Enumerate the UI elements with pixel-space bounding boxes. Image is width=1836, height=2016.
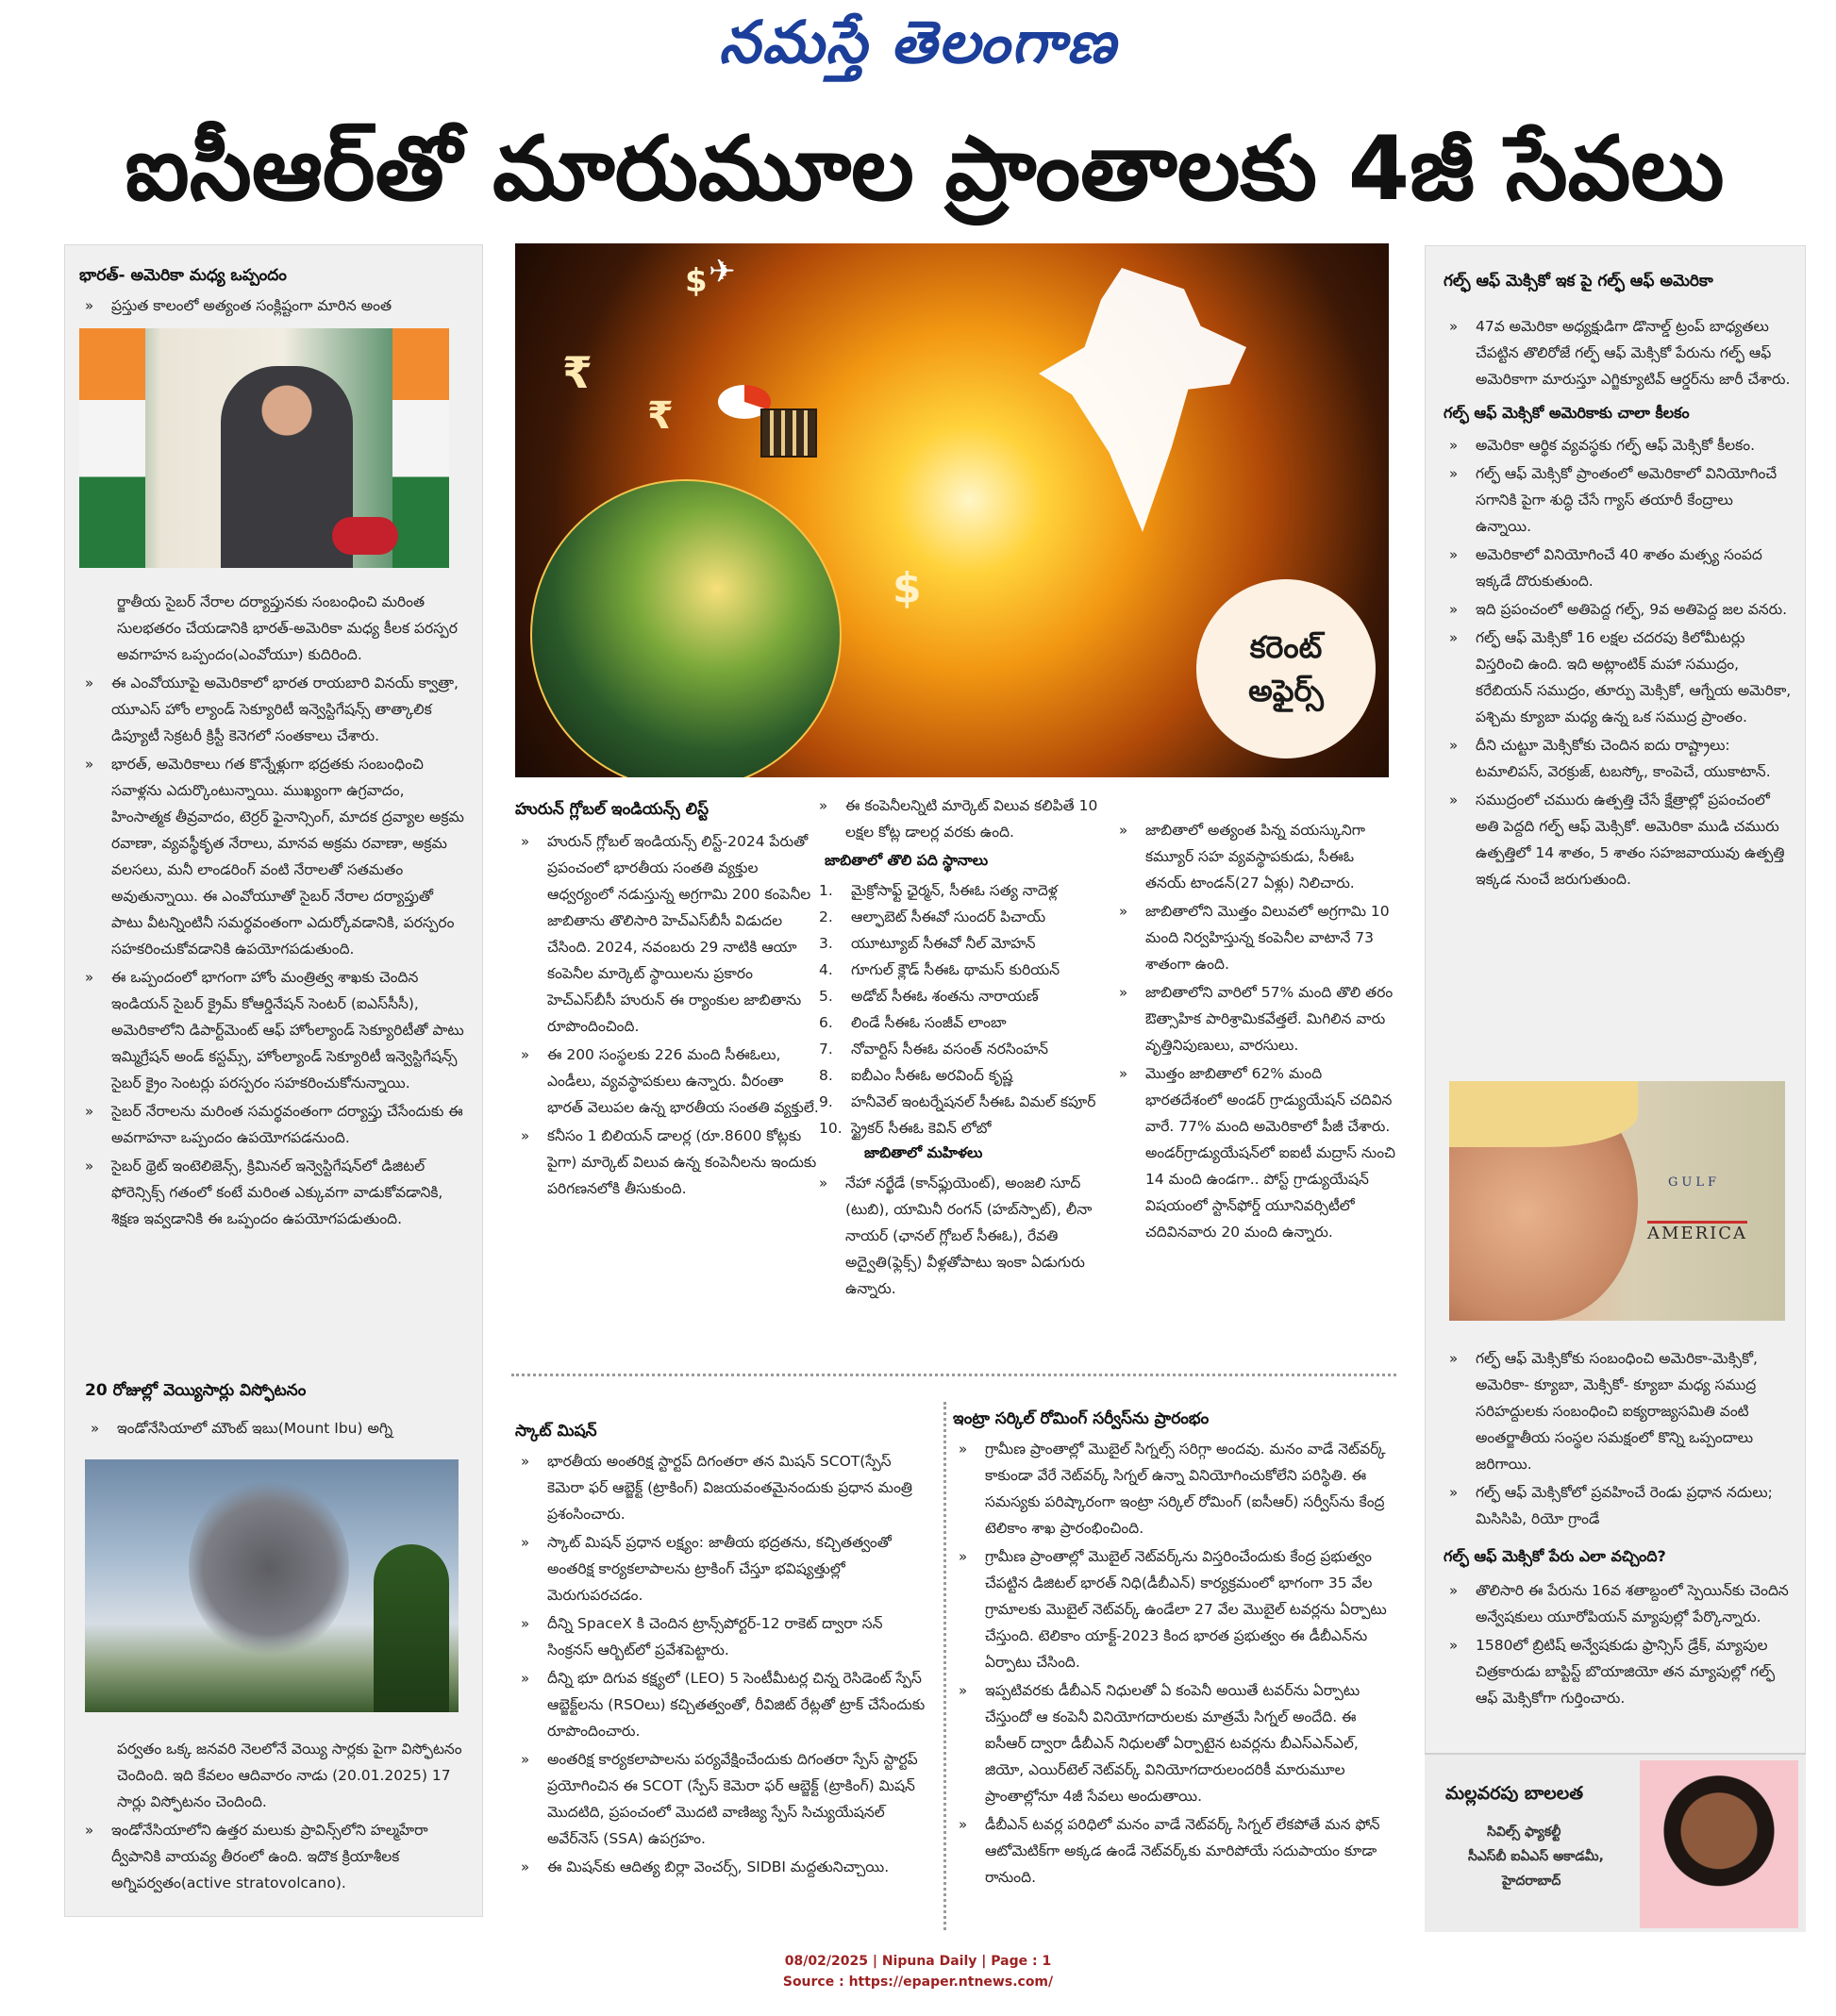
bullet-item: » నేహా నర్ఖేడే (కాన్‌ఫ్లుయెంట్), అంజలి సూద్ (టుబి), యామినీ రంగన్ (హబ్‌స్పాట్), లీనా నాయర్ (ఛానల్ గ్లోబల్ సీఈఓ), రేవతి అద్వైతి(ఫ్లెక్స్) వీళ్లతోపాటు ఇంకా ఏడుగురు ఉన్నారు. [813, 1170, 1102, 1302]
photo-flag-left [79, 328, 145, 568]
top10-item: 9. హనీవెల్ ఇంటర్నేషనల్ సీఈఓ విమల్ కపూర్ [819, 1093, 1096, 1110]
bullet-item: » గల్ఫ్ ఆఫ్ మెక్సికోకు సంబంధించి అమెరికా-మెక్సికో, అమెరికా- క్యూబా, మెక్సికో- క్యూబా మధ్య సముద్ర సరిహద్దులకు సంబంధించి ఐక్యరాజ్యసమితి వంటి అంతర్జాతీయ సంస్థల సమక్షంలో కొన్ని ఒప్పందాలు జరిగాయి. [1444, 1345, 1793, 1477]
women-title: జాబితాలో మహిళలు [864, 1144, 983, 1161]
bullet-icon: » [1449, 318, 1459, 335]
bullet-icon: » [1119, 1065, 1128, 1082]
bullet-item: » జాబితాలో అత్యంత పిన్న వయస్కునిగా కమ్యూర్ సహ వ్యవస్థాపకుడు, సీఈఓ తనయ్ టాండన్(27 ఏళ్లు) నిలిచారు. [1113, 817, 1396, 896]
hurun-column-2 [813, 791, 1102, 1302]
rupee-icon: ₹ [647, 394, 674, 438]
bullet-item: » ఇది ప్రపంచంలో అతిపెద్ద గల్ఫ్, 9వ అతిపెద్ద జల వనరు. [1444, 596, 1793, 623]
bullet-icon: » [819, 797, 828, 814]
rupee-icon: ₹ [562, 347, 593, 398]
bullet-icon: » [85, 1158, 94, 1175]
bullet-item: » గల్ఫ్ ఆఫ్ మెక్సికో ప్రాంతంలో అమెరికాలో వినియోగించే సగానికి పైగా శుద్ధి చేసే గ్యాస్ తయారీ కేంద్రాలు ఉన్నాయి. [1444, 460, 1793, 540]
bullet-item: » హురున్ గ్లోబల్ ఇండియన్స్ లిస్ట్-2024 పేరుతో ప్రపంచంలో భారతీయ సంతతి వ్యక్తుల ఆధ్వర్యంలో నడుస్తున్న అగ్రగామి 200 కంపెనీల జాబితాను తొలిసారి హెచ్‌ఎస్‌బీసీ విడుదల చేసింది. 2024, నవంబరు 29 నాటికి ఆయా కంపెనీల మార్కెట్ స్థాయిలను ప్రకారం హెచ్‌ఎస్‌బీసీ హురున్ ఈ ర్యాంకుల జాబితాను రూపొందించింది. [515, 828, 819, 1040]
bullet-item: » ఈ ఒప్పందంలో భాగంగా హోం మంత్రిత్వ శాఖకు చెందిన ఇండియన్ సైబర్ క్రైమ్ కోఆర్డినేషన్ సెంటర్ (ఐఎస్‌సీసీ), అమెరికాలోని డిపార్ట్‌మెంట్ ఆఫ్ హోంల్యాండ్ సెక్యూరిటీతో పాటు ఇమ్మిగ్రేషన్ అండ్ కస్టమ్స్, హోంల్యాండ్ సెక్యూరిటీ ఇన్వెస్టిగేషన్స్ సైబర్ క్రైం సెంటర్లు పరస్పరం సహకరించుకోనున్నాయి. [79, 964, 468, 1096]
top10-item: 10. స్ట్రైకర్ సీఈఓ కెవిన్ లోబో [819, 1120, 992, 1137]
hero-india-map [1039, 268, 1246, 532]
bullet-item: » ఇండోనేసియాలోని ఉత్తర మలుకు ప్రావిన్స్‌లోని హల్మహేరా ద్వీపానికి వాయవ్య తీరంలో ఉంది. ఇదొక క్రియాశీలక అగ్నిపర్వతం(active stratovolcano). [79, 1817, 468, 1896]
bullet-item: » జాబితాలోని మొత్తం విలువలో అగ్రగామి 10 మంది నిర్వహిస్తున్న కంపెనీల వాటానే 73 శాతంగా ఉంది. [1113, 898, 1396, 977]
bullet-icon: » [959, 1816, 968, 1833]
section-title-gulf-america: గల్ఫ్ ఆఫ్ మెక్సికో ఇక పై గల్ఫ్ ఆఫ్ అమెరికా [1444, 272, 1713, 291]
bullet-item: » సైబర్ థ్రెట్ ఇంటెలిజెన్స్, క్రిమినల్ ఇన్వెస్టిగేషన్‌లో డిజిటల్ ఫోరెన్సిక్స్ గతంలో కంటే మరింత ఎక్కువగా వాడుకోవడానికి, శిక్షణ ఇవ్వడానికి ఈ ఒప్పందం ఉపయోగపడుతుంది. [79, 1153, 468, 1232]
bullet-item: » భారత్, అమెరికాలు గత కొన్నేళ్లుగా భద్రతకు సంబంధించి సవాళ్లను ఎదుర్కొంటున్నాయి. ముఖ్యంగా ఉగ్రవాదం, హింసాత్మక తీవ్రవాదం, టెర్రర్ ఫైనాన్సింగ్, మాదక ద్రవ్యాల అక్రమ రవాణా, వ్యవస్థీకృత నేరాలు, మానవ అక్రమ రవాణా, అక్రమ వలసలు, మనీ లాండరింగ్ వంటి నేరాలతో సతమతం అవుతున్నాయి. ఈ ఎంవోయూతో సైబర్ నేరాల దర్యాప్తుతో పాటు వీటన్నింటినీ సమర్థవంతంగా ఎదుర్కోవడానికి, పరస్పరం సహకరించుకోవడానికి ఉపయోగపడుతుంది. [79, 751, 468, 962]
photo-palm [374, 1544, 449, 1712]
photo-press-conference [79, 328, 449, 568]
top10-title: జాబితాలో తొలి పది స్థానాలు [825, 852, 989, 869]
badge-line-1: కరెంట్ [1249, 629, 1323, 665]
bullet-icon: » [1449, 465, 1459, 482]
bullet-icon: » [1449, 1637, 1459, 1654]
bullet-icon: » [521, 1615, 530, 1632]
badge-line-2: అఫైర్స్ [1248, 673, 1324, 708]
divider-vertical [943, 1402, 946, 1930]
author-avatar [1640, 1760, 1798, 1928]
section-title-volcano: 20 రోజుల్లో వెయ్యిసార్లు విస్ఫోటనం [85, 1381, 307, 1400]
bullet-item: » అంతరిక్ష కార్యకలాపాలను పర్యవేక్షించేందుకు దిగంతరా స్పేస్ స్టార్టప్ ప్రయోగించిన ఈ SCOT (స్పేస్ కెమెరా ఫర్ ఆబ్జెక్ట్ (ట్రాకింగ్) మిషన్ మొదటిది, ప్రపంచంలో మొదటి వాణిజ్య స్పేస్ సిచ్యుయేషనల్ అవేర్‌నెస్ (SSA) ఉపగ్రహం. [515, 1746, 930, 1852]
bullet-icon: » [521, 833, 530, 850]
bullet-item: » ఇప్పటివరకు డీబీఎన్ నిధులతో ఏ కంపెనీ అయితే టవర్‌ను ఏర్పాటు చేస్తుందో ఆ కంపెనీ వినియోగదారులకు మాత్రమే సిగ్నల్ అందేది. ఈ ఐసీఆర్ ద్వారా డీబీఎన్ నిధులతో ఏర్పాటైన టవర్లను బీఎస్‌ఎన్‌ఎల్, జియో, ఎయిర్‌టెల్ నెట్‌వర్క్ వినియోగదారులందరికీ మారుమూల ప్రాంతాల్లోనూ 4జీ సేవలు అందుతాయి. [953, 1677, 1396, 1809]
photo-ash-cloud [189, 1478, 349, 1658]
bullet-item: » ఈ ఎంవోయూపై అమెరికాలో భారత రాయబారి వినయ్ క్వాత్రా, యూఎస్ హోం ల్యాండ్ సెక్యూరిటీ ఇన్వెస్టిగేషన్స్ తాత్కాలిక డిప్యూటీ సెక్రటరీ క్రిస్టీ కెనెగలో సంతకాలు చేశారు. [79, 670, 468, 749]
bullet-item: » ఈ 200 సంస్థలకు 226 మంది సీఈఓలు, ఎండీలు, వ్యవస్థాపకులు ఉన్నారు. వీరంతా భారత్ వెలుపల ఉన్న భారతీయ సంతతి వ్యక్తులే. [515, 1041, 819, 1121]
bullet-icon: » [85, 1822, 94, 1839]
author-name: మల్లవరపు బాలలత [1445, 1783, 1584, 1804]
author-role: హైదరాబాద్ [1502, 1874, 1561, 1889]
photo-trump-map [1449, 1081, 1785, 1321]
bullet-item: » జాబితాలోని వారిలో 57% మంది తొలి తరం ఔత్సాహిక పారిశ్రామికవేత్తలే. మిగిలిన వారు వృత్తినిపుణులు, వారసులు. [1113, 979, 1396, 1058]
hurun-column-3 [1113, 815, 1396, 1245]
section-title-india-us: భారత్- అమెరికా మధ్య ఒప్పందం [79, 266, 287, 285]
left-column-top [79, 264, 472, 319]
author-role: సీఎస్‌బీ ఐఏఎస్ అకాడమీ, [1468, 1849, 1604, 1864]
icr-section [953, 1408, 1396, 1891]
photo-flag-right [392, 328, 449, 568]
bullet-item: » దీని చుట్టూ మెక్సికోకు చెందిన ఐదు రాష్ట్రాలు: టమాలిపస్, వెరక్రుజ్, టబస్కో, కాంపెచే, యుకాటాన్. [1444, 732, 1793, 785]
bullet-item: » గ్రామీణ ప్రాంతాల్లో మొబైల్ సిగ్నల్స్ సరిగ్గా అందవు. మనం వాడే నెట్‌వర్క్ కాకుండా వేరే నెట్‌వర్క్ సిగ్నల్ ఉన్నా వినియోగించుకోలేని పరిస్థితి. ఈ సమస్యకు పరిష్కారంగా ఇంట్రా సర్కిల్ రోమింగ్ (ఐసీఆర్) సర్వీస్‌ను కేంద్ర టెలికాం శాఖ ప్రారంభించింది. [953, 1436, 1396, 1541]
top10-item: 5. అడోబ్ సీఈఓ శంతను నారాయణ్ [819, 988, 1039, 1005]
bullet-icon: » [1449, 1484, 1459, 1501]
bullet-icon: » [521, 1751, 530, 1768]
bullet-icon: » [521, 1858, 530, 1875]
left-column-bottom [79, 1736, 468, 1896]
india-us-para: ర్జాతీయ సైబర్ నేరాల దర్యాప్తునకు సంబంధించి మరింత సులభతరం చేయడానికి భారత్-అమెరికా మధ్య కీలక పరస్పర అవగాహన ఒప్పందం(ఎంవోయూ) కుదిరింది. [117, 593, 458, 663]
scot-section [515, 1420, 930, 1880]
masthead-logo: నమస్తే తెలంగాణ [718, 8, 1118, 76]
bullet-icon: » [521, 1670, 530, 1687]
bullet-icon: » [521, 1453, 530, 1470]
bullet-item: » దీన్ని భూ దిగువ కక్ష్యలో (LEO) 5 సెంటీమీటర్ల చిన్న రెసిడెంట్ స్పేస్ ఆబ్జెక్ట్‌లను (RSOలు) కచ్చితత్వంతో, రీవిజిట్ రేట్లతో ట్రాక్ చేసేందుకు రూపొందించారు. [515, 1665, 930, 1744]
bullet-item: » 1580లో బ్రిటిష్ అన్వేషకుడు ఫ్రాన్సిస్ డ్రేక్, మ్యాపుల చిత్రకారుడు బాప్టిస్ట్ బొయాజియో తన మ్యాపుల్లో గల్ఫ్ ఆఫ్ మెక్సికోగా గుర్తించారు. [1444, 1632, 1793, 1711]
left-section-volcano [85, 1379, 472, 1441]
bullet-item: » తొలిసారి ఈ పేరును 16వ శతాబ్దంలో స్పెయిన్‌కు చెందిన అన్వేషకులు యూరోపియన్ మ్యాపుల్లో పేర్కొన్నారు. [1444, 1577, 1793, 1630]
section-title-scot: స్కాట్ మిషన్ [515, 1422, 597, 1441]
photo-flowers [332, 517, 398, 555]
bullet-icon: » [1449, 1582, 1459, 1599]
bullet-icon: » [91, 1420, 100, 1437]
bullet-item: » అమెరికాలో వినియోగించే 40 శాతం మత్స్య సంపద ఇక్కడే దొరుకుతుంది. [1444, 541, 1793, 594]
bullet-item: » సముద్రంలో చమురు ఉత్పత్తి చేసే క్షేత్రాల్లో ప్రపంచంలో అతి పెద్దది గల్ఫ్ ఆఫ్ మెక్సికో. అమెరికా ముడి చమురు ఉత్పత్తిలో 14 శాతం, 5 శాతం సహజవాయువు ఉత్పత్తి ఇక్కడ నుంచే జరుగుతుంది. [1444, 787, 1793, 892]
bullet-icon: » [1119, 822, 1128, 839]
bullet-icon: » [1449, 437, 1459, 454]
section-title-icr: ఇంట్రా సర్కిల్ రోమింగ్ సర్వీస్‌ను ప్రారంభం [953, 1409, 1210, 1428]
top10-item: 8. ఐబీఎం సీఈఓ అరవింద్ కృష్ణ [819, 1067, 1013, 1084]
bullet-item: » ప్రస్తుత కాలంలో అత్యంత సంక్లిష్టంగా మారిన అంత [79, 292, 472, 319]
author-box [1425, 1753, 1806, 1932]
bullet-icon: » [1449, 1350, 1459, 1367]
current-affairs-badge [1196, 579, 1376, 758]
photo-volcano-eruption [85, 1459, 459, 1712]
bullet-icon: » [819, 1175, 828, 1191]
top10-item: 7. నోవార్టిస్ సీఈఓ వసంత్ నరసింహన్ [819, 1041, 1048, 1058]
map-label-america: AMERICA [1647, 1221, 1747, 1243]
bullet-item: » అమెరికా ఆర్థిక వ్యవస్థకు గల్ఫ్ ఆఫ్ మెక్సికో కీలకం. [1444, 432, 1793, 458]
top10-item: 2. ఆల్ఫాబెట్ సీఈవో సుందర్ పిచాయ్ [819, 908, 1046, 925]
footer-source-link[interactable]: Source : https://epaper.ntnews.com/ [782, 1974, 1054, 1990]
bullet-item: » కనీసం 1 బిలియన్ డాలర్ల (రూ.8600 కోట్లకు పైగా) మార్కెట్ విలువ ఉన్న కంపెనీలను ఇందుకు పరిగణనలోకి తీసుకుంది. [515, 1123, 819, 1202]
bullet-icon: » [85, 969, 94, 986]
volcano-para: పర్వతం ఒక్క జనవరి నెలలోనే వెయ్యి సార్లకు పైగా విస్ఫోటనం చెందింది. ఇది కేవలం ఆదివారం నాడు (20.01.2025) 17 సార్లు విస్ఫోటనం చెందింది. [117, 1741, 462, 1810]
airplane-icon: ✈ [709, 253, 736, 291]
bullet-item: » 47వ అమెరికా అధ్యక్షుడిగా డొనాల్డ్ ట్రంప్ బాధ్యతలు చేపట్టిన తొలిరోజే గల్ఫ్ ఆఫ్ మెక్సికో పేరును గల్ఫ్ ఆఫ్ అమెరికాగా మారుస్తూ ఎగ్జిక్యూటివ్ ఆర్డర్‌ను జారీ చేశారు. [1444, 313, 1793, 392]
page-headline: ఐసీఆర్‌తో మారుమూల ప్రాంతాలకు 4జీ సేవలు [125, 118, 1725, 221]
bullet-item: » గ్రామీణ ప్రాంతాల్లో మొబైల్ నెట్‌వర్క్‌ను విస్తరించేందుకు కేంద్ర ప్రభుత్వం చేపట్టిన డిజిటల్ భారత్ నిధి(డీబీఎన్) కార్యక్రమంలో భాగంగా 35 వేల గ్రామాలకు మొబైల్ నెట్‌వర్క్ ఉండేలా 27 వేల మొబైల్ టవర్లను ఏర్పాటు చేస్తుంది. టెలికాం యాక్ట్-2023 కింద భారత ప్రభుత్వం ఈ డీబీఎన్‌ను ఏర్పాటు చేసింది. [953, 1543, 1396, 1675]
left-column-body [79, 589, 468, 1232]
bullet-icon: » [521, 1046, 530, 1063]
hero-globe [530, 479, 842, 777]
bullet-icon: » [85, 1103, 94, 1120]
bullet-icon: » [959, 1548, 968, 1565]
top10-item: 6. లిండే సీఈఓ సంజీవ్ లాంబా [819, 1014, 1007, 1031]
bullet-icon: » [521, 1534, 530, 1551]
bullet-icon: » [85, 756, 94, 773]
bullet-icon: » [959, 1682, 968, 1699]
bullet-item: » గల్ఫ్ ఆఫ్ మెక్సికో 16 లక్షల చదరపు కిలోమీటర్లు విస్తరించి ఉంది. ఇది అట్లాంటిక్ మహా సముద్రం, కరేబియన్ సముద్రం, తూర్పు మెక్సికో, ఆగ్నేయ అమెరికా, పశ్చిమ క్యూబా మధ్య ఉన్న ఒక సముద్ర ప్రాంతం. [1444, 625, 1793, 730]
footer-dateline: 08/02/2025 | Nipuna Daily | Page : 1 [784, 1954, 1052, 1969]
bullet-item: » స్కాట్ మిషన్ ప్రధాన లక్ష్యం: జాతీయ భద్రతను, కచ్చితత్వంతో అంతరిక్ష కార్యకలాపాలను ట్రాకింగ్ చేస్తూ భవిష్యత్తుల్లో మెరుగుపరచడం. [515, 1529, 930, 1608]
top10-item: 3. యూట్యూబ్ సీఈవో నీల్ మోహన్ [819, 935, 1036, 952]
hero-illustration [515, 243, 1389, 777]
section-title-gulf-name: గల్ఫ్ ఆఫ్ మెక్సికో పేరు ఎలా వచ్చింది? [1444, 1547, 1666, 1565]
bullet-item: » డీబీఎన్ టవర్ల పరిధిలో మనం వాడే నెట్‌వర్క్ సిగ్నల్ లేకపోతే మన ఫోన్ ఆటోమెటిక్‌గా అక్కడ ఉండే నెట్‌వర్క్‌కు మారిపోయే సదుపాయం కూడా రానుంది. [953, 1811, 1396, 1891]
top10-item: 1. మైక్రోసాఫ్ట్ ఛైర్మన్, సీఈఓ సత్య నాదెళ్ల [819, 882, 1058, 899]
bullet-icon: » [1449, 791, 1459, 808]
bullet-item: » ఇండోనేసియాలో మౌంట్ ఇబు(Mount Ibu) అగ్ని [85, 1415, 472, 1441]
hurun-column-1 [515, 798, 819, 1202]
calculator-icon [760, 408, 817, 458]
bullet-icon: » [1449, 546, 1459, 563]
bullet-item: » దీన్ని SpaceX కి చెందిన ట్రాన్స్‌పోర్టర్-12 రాకెట్ ద్వారా సన్ సింక్రనస్ ఆర్బిట్‌లో ప్రవేశపెట్టారు. [515, 1610, 930, 1663]
author-role: సివిల్స్ ఫ్యాకల్టీ [1487, 1824, 1561, 1840]
bullet-icon: » [959, 1441, 968, 1458]
bullet-icon: » [1449, 737, 1459, 754]
bullet-icon: » [1119, 984, 1128, 1001]
bullet-item: » ఈ మిషన్‌కు ఆదిత్య బిర్లా వెంచర్స్, SIDBI మద్దతునిచ్చాయి. [515, 1854, 930, 1880]
right-column-mid [1444, 1343, 1793, 1711]
dollar-icon: $ [685, 262, 708, 300]
dollar-icon: $ [893, 564, 922, 612]
photo-hair [1449, 1081, 1638, 1147]
bullet-item: » గల్ఫ్ ఆఫ్ మెక్సికోలో ప్రవహించే రెండు ప్రధాన నదులు; మిసిసిపి, రియో గ్రాండే [1444, 1479, 1793, 1532]
divider-horizontal [511, 1374, 1396, 1376]
bullet-icon: » [85, 675, 94, 691]
section-title-gulf-importance: గల్ఫ్ ఆఫ్ మెక్సికో అమెరికాకు చాలా కీలకం [1444, 404, 1690, 422]
bullet-icon: » [1449, 601, 1459, 618]
bullet-icon: » [1449, 629, 1459, 646]
top10-item: 4. గూగుల్ క్లౌడ్ సీఈఓ థామస్ కురియన్ [819, 961, 1060, 978]
bullet-item: » సైబర్ నేరాలను మరింత సమర్థవంతంగా దర్యాప్తు చేసేందుకు ఈ అవగాహనా ఒప్పందం ఉపయోగపడనుంది. [79, 1098, 468, 1151]
bullet-item: » ఈ కంపెనీలన్నిటి మార్కెట్ విలువ కలిపితే 10 లక్షల కోట్ల డాలర్ల వరకు ఉంది. [813, 792, 1102, 845]
right-column-top [1444, 270, 1793, 892]
bullet-icon: » [85, 297, 94, 314]
bullet-icon: » [521, 1127, 530, 1144]
bullet-icon: » [1119, 903, 1128, 920]
map-label-gulf: GULF [1668, 1175, 1720, 1190]
bullet-item: » మొత్తం జాబితాలో 62% మంది భారతదేశంలో అండర్ గ్రాడ్యుయేషన్ చదివిన వారే. 77% మంది అమెరికాలో పీజీ చేశారు. అండర్‌గ్రాడ్యుయేషన్‌లో ఐఐటీ మద్రాస్ నుంచి 14 మంది ఉండగా.. పోస్ట్ గ్రాడ్యుయేషన్ విషయంలో స్టాన్‌ఫోర్డ్ యూనివర్సిటీలో చదివినవారు 20 మంది ఉన్నారు. [1113, 1060, 1396, 1245]
section-title-hurun: హురున్ గ్లోబల్ ఇండియన్స్ లిస్ట్ [515, 800, 709, 819]
bullet-item: » భారతీయ అంతరిక్ష స్టార్టప్ దిగంతరా తన మిషన్ SCOT(స్పేస్ కెమెరా ఫర్ ఆబ్జెక్ట్ (ట్రాకింగ్) విజయవంతమైనందుకు ప్రధాన మంత్రి ప్రశంసించారు. [515, 1448, 930, 1527]
